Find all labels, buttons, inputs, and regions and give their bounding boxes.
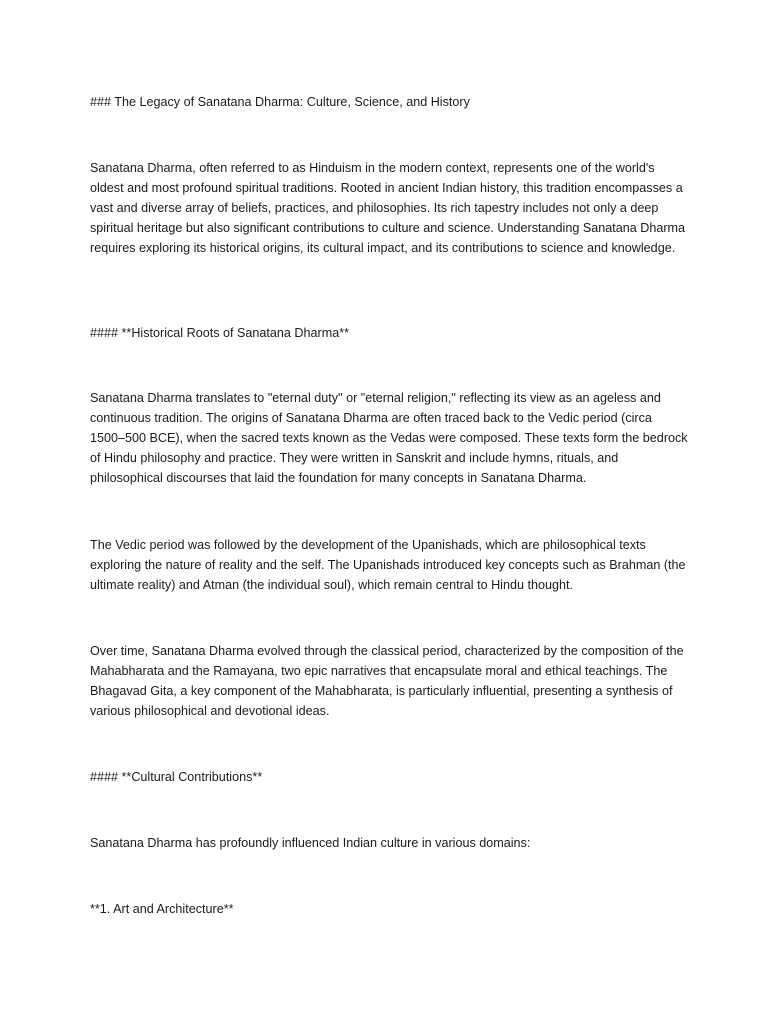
historical-paragraph-1: Sanatana Dharma translates to "eternal duty" or "eternal religion," reflecting its view as an ageless and continuous tradition. The origins of Sanatana Dharma are often traced back to the Vedic period (circa 1500–500 BCE), when the sacred texts known as the Vedas were composed. These texts form the bedrock of Hindu philosophy and practice. They were written in Sanskrit and include hymns, rituals, and philosophical discourses that laid the foundation for many concepts in Sanatana Dharma. [90, 391, 688, 485]
historical-paragraph-2: The Vedic period was followed by the development of the Upanishads, which are philosophical texts exploring the nature of reality and the self. The Upanishads introduced key concepts such as Brahman (the ultimate reality) and Atman (the individual soul), which remain central to Hindu thought. [90, 538, 686, 592]
intro-paragraph: Sanatana Dharma, often referred to as Hinduism in the modern context, represents one of the world's oldest and most profound spiritual traditions. Rooted in ancient Indian history, this tradition encompasses a vast and diverse array of beliefs, practices, and philosophies. Its rich tapestry includes not only a deep spiritual heritage but also significant contributions to culture and science. Understanding Sanatana Dharma requires exploring its historical origins, its cultural impact, and its contributions to science and knowledge. [90, 161, 686, 255]
document-title: ### The Legacy of Sanatana Dharma: Culture, Science, and History [90, 95, 470, 109]
historical-paragraph-3: Over time, Sanatana Dharma evolved through the classical period, characterized by the composition of the Mahabharata and the Ramayana, two epic narratives that encapsulate moral and ethical teachings. The Bhagavad Gita, a key component of the Mahabharata, is particularly influential, presenting a synthesis of various philosophical and devotional ideas. [90, 644, 684, 718]
historical-roots-heading: #### **Historical Roots of Sanatana Dharma** [90, 326, 350, 340]
art-architecture-subheading: **1. Art and Architecture** [90, 902, 234, 916]
cultural-intro-paragraph: Sanatana Dharma has profoundly influenced Indian culture in various domains: [90, 836, 531, 850]
cultural-contributions-heading: #### **Cultural Contributions** [90, 770, 263, 784]
